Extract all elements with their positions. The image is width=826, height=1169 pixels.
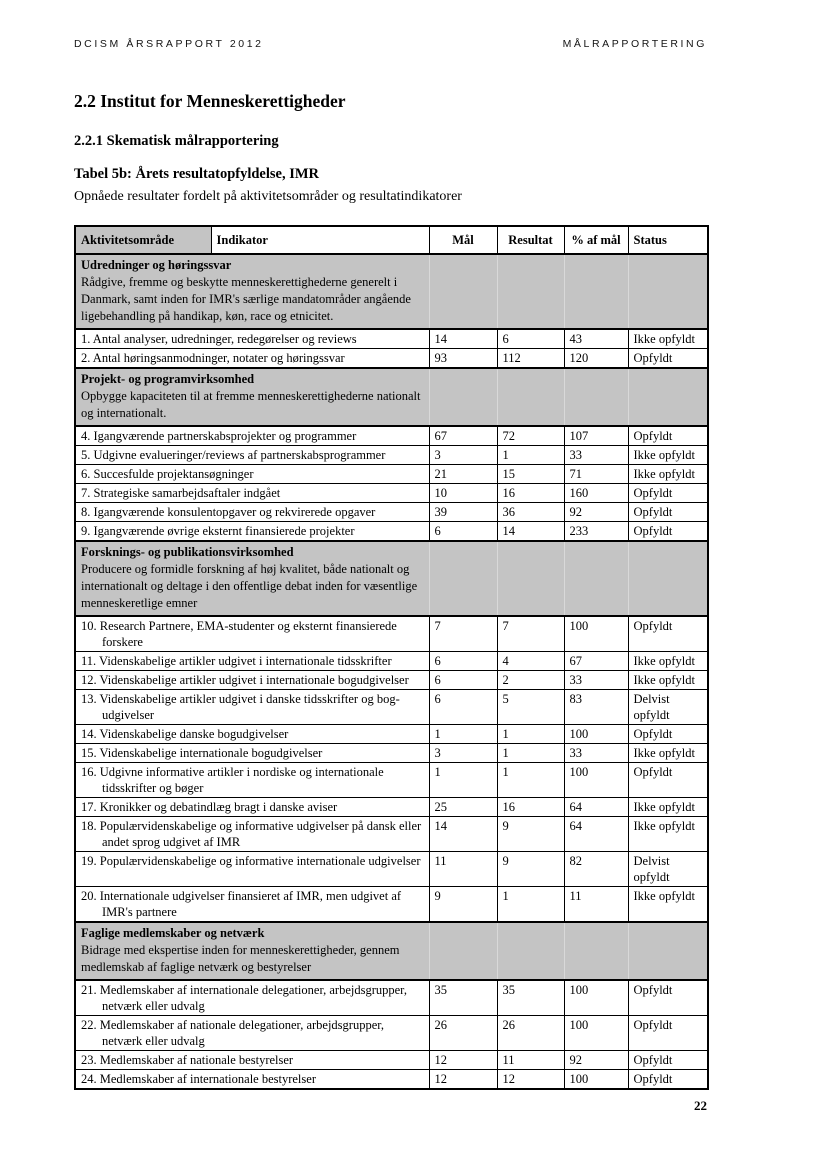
pct-af-maal-cell: 100 [564,1016,628,1051]
resultat-cell: 12 [497,1070,564,1090]
section-band-empty-cell [564,922,628,980]
pct-af-maal-cell: 67 [564,652,628,671]
resultat-cell: 5 [497,690,564,725]
indicator-cell [75,329,429,349]
section-band-empty-cell [429,922,497,980]
indicator-cell [75,1051,429,1070]
pct-af-maal-cell: 33 [564,671,628,690]
indicator-cell [75,1070,429,1090]
status-cell: Ikke opfyldt [628,652,708,671]
table-row [75,887,708,923]
status-cell: Opfyldt [628,725,708,744]
resultat-cell: 1 [497,887,564,923]
maal-cell: 35 [429,980,497,1016]
status-cell: Opfyldt [628,1070,708,1090]
table-subtitle: Opnåede resultater fordelt på aktivitetsområder og resultatindikatorer [74,189,462,204]
pct-af-maal-cell: 120 [564,349,628,369]
indicator-cell [75,503,429,522]
indicator-text: 9. Igangværende øvrige eksternt finansierede projekter [81,524,355,538]
maal-cell: 12 [429,1070,497,1090]
maal-cell: 6 [429,652,497,671]
section-band-row [75,254,708,329]
maal-cell: 39 [429,503,497,522]
indicator-cell [75,852,429,887]
table-row [75,426,708,446]
indicator-cell [75,725,429,744]
status-cell: Opfyldt [628,616,708,652]
pct-af-maal-cell: 82 [564,852,628,887]
section-band-empty-cell [497,922,564,980]
pct-af-maal-cell: 92 [564,1051,628,1070]
results-table-body [75,254,708,1089]
pct-af-maal-cell: 83 [564,690,628,725]
pct-af-maal-cell: 100 [564,763,628,798]
maal-cell: 1 [429,725,497,744]
table-row [75,652,708,671]
section-band-cell [75,541,429,616]
status-cell: Ikke opfyldt [628,744,708,763]
indicator-text: 22. Medlemskaber af nationale delegationer, arbejdsgrupper, netværk eller udvalg [81,1018,385,1048]
maal-cell: 21 [429,465,497,484]
status-cell: Opfyldt [628,1051,708,1070]
table-row [75,798,708,817]
indicator-text: 8. Igangværende konsulentopgaver og rekvirerede opgaver [81,505,376,519]
results-table-header [75,226,708,254]
resultat-cell: 16 [497,798,564,817]
maal-cell: 25 [429,798,497,817]
col-header-indikator: Indikator [211,226,429,254]
indicator-cell [75,690,429,725]
resultat-cell: 7 [497,616,564,652]
section-band-title: Forsknings- og publikationsvirksomhed [81,545,294,559]
status-cell: Opfyldt [628,763,708,798]
section-band-title: Faglige medlemskaber og netværk [81,926,265,940]
status-cell: Ikke opfyldt [628,671,708,690]
indicator-text: 16. Udgivne informative artikler i nordiske og internationale tidsskrifter og bøger [81,765,384,795]
indicator-cell [75,744,429,763]
pct-af-maal-cell: 100 [564,725,628,744]
indicator-text: 5. Udgivne evalueringer/reviews af partnerskabsprogrammer [81,448,386,462]
indicator-text: 19. Populærvidenskabelige og informative internationale udgivelser [81,854,421,868]
resultat-cell: 14 [497,522,564,542]
resultat-cell: 72 [497,426,564,446]
maal-cell: 6 [429,671,497,690]
maal-cell: 3 [429,744,497,763]
status-cell: Opfyldt [628,503,708,522]
indicator-text: 2. Antal høringsanmodninger, notater og høringssvar [81,351,345,365]
status-cell: Ikke opfyldt [628,798,708,817]
chapter-title: 2.2 Institut for Menneskerettigheder [74,91,346,111]
table-row [75,503,708,522]
pct-af-maal-cell: 64 [564,817,628,852]
section-band-empty-cell [628,541,708,616]
section-band-empty-cell [497,541,564,616]
table-row [75,690,708,725]
resultat-cell: 16 [497,484,564,503]
pct-af-maal-cell: 43 [564,329,628,349]
resultat-cell: 2 [497,671,564,690]
status-cell: Delvist opfyldt [628,852,708,887]
status-cell: Delvist opfyldt [628,690,708,725]
table-row [75,744,708,763]
pct-af-maal-cell: 233 [564,522,628,542]
resultat-cell: 1 [497,725,564,744]
indicator-cell [75,980,429,1016]
indicator-text: 4. Igangværende partnerskabsprojekter og programmer [81,429,357,443]
pct-af-maal-cell: 92 [564,503,628,522]
resultat-cell: 9 [497,852,564,887]
col-header-status: Status [628,226,708,254]
section-band-empty-cell [429,541,497,616]
section-band-empty-cell [628,922,708,980]
pct-af-maal-cell: 33 [564,744,628,763]
indicator-text: 24. Medlemskaber af internationale bestyrelser [81,1072,316,1086]
indicator-text: 23. Medlemskaber af nationale bestyrelser [81,1053,294,1067]
resultat-cell: 11 [497,1051,564,1070]
indicator-text: 6. Succesfulde projektansøgninger [81,467,254,481]
resultat-cell: 1 [497,763,564,798]
status-cell: Opfyldt [628,980,708,1016]
maal-cell: 12 [429,1051,497,1070]
status-cell: Ikke opfyldt [628,887,708,923]
indicator-text: 1. Antal analyser, udredninger, redegørelser og reviews [81,332,357,346]
pct-af-maal-cell: 64 [564,798,628,817]
section-band-title: Udredninger og høringssvar [81,258,232,272]
maal-cell: 6 [429,522,497,542]
pct-af-maal-cell: 100 [564,980,628,1016]
maal-cell: 14 [429,817,497,852]
pct-af-maal-cell: 160 [564,484,628,503]
pct-af-maal-cell: 100 [564,1070,628,1090]
status-cell: Opfyldt [628,1016,708,1051]
indicator-cell [75,349,429,369]
pct-af-maal-cell: 11 [564,887,628,923]
indicator-text: 15. Videnskabelige internationale bogudgivelser [81,746,323,760]
table-row [75,671,708,690]
running-header-left: DCISM ÅRSRAPPORT 2012 [74,38,264,50]
section-band-description: Opbygge kapaciteten til at fremme menneskerettighederne nationalt og internationalt. [81,389,421,420]
maal-cell: 9 [429,887,497,923]
section-band-empty-cell [497,254,564,329]
running-header [74,38,707,50]
status-cell: Ikke opfyldt [628,465,708,484]
maal-cell: 26 [429,1016,497,1051]
section-band-description: Bidrage med ekspertise inden for menneskerettigheder, gennem medlemskab af faglige netværk og bestyrelser [81,943,400,974]
indicator-text: 12. Videnskabelige artikler udgivet i internationale bogudgivelser [81,673,409,687]
results-table [74,225,709,1090]
section-band-empty-cell [564,254,628,329]
indicator-cell [75,484,429,503]
table-row [75,1070,708,1090]
status-cell: Ikke opfyldt [628,329,708,349]
resultat-cell: 1 [497,446,564,465]
col-header-maal: Mål [429,226,497,254]
resultat-cell: 9 [497,817,564,852]
header-row [75,226,708,254]
indicator-text: 20. Internationale udgivelser finansieret af IMR, men udgivet af IMR's partnere [81,889,402,919]
section-band-cell [75,922,429,980]
indicator-text: 14. Videnskabelige danske bogudgivelser [81,727,289,741]
indicator-text: 11. Videnskabelige artikler udgivet i internationale tidsskrifter [81,654,392,668]
indicator-cell [75,763,429,798]
maal-cell: 14 [429,329,497,349]
pct-af-maal-cell: 33 [564,446,628,465]
status-cell: Opfyldt [628,484,708,503]
resultat-cell: 4 [497,652,564,671]
resultat-cell: 15 [497,465,564,484]
indicator-cell [75,887,429,923]
maal-cell: 7 [429,616,497,652]
section-band-empty-cell [628,368,708,426]
indicator-cell [75,465,429,484]
status-cell: Opfyldt [628,426,708,446]
table-row [75,763,708,798]
indicator-cell [75,616,429,652]
indicator-text: 17. Kronikker og debatindlæg bragt i danske aviser [81,800,338,814]
table-title: Tabel 5b: Årets resultatopfyldelse, IMR [74,166,320,182]
indicator-cell [75,817,429,852]
indicator-text: 21. Medlemskaber af internationale delegationer, arbejdsgrupper, netværk eller udvalg [81,983,407,1013]
indicator-cell [75,671,429,690]
table-row [75,465,708,484]
indicator-text: 13. Videnskabelige artikler udgivet i danske tidsskrifter og bog-udgivelser [81,692,400,722]
maal-cell: 1 [429,763,497,798]
maal-cell: 93 [429,349,497,369]
section-band-empty-cell [429,254,497,329]
indicator-cell [75,446,429,465]
section-band-cell [75,254,429,329]
indicator-cell [75,652,429,671]
col-header-resultat: Resultat [497,226,564,254]
section-band-empty-cell [564,368,628,426]
maal-cell: 11 [429,852,497,887]
section-band-empty-cell [429,368,497,426]
page-number: 22 [694,1098,707,1113]
resultat-cell: 112 [497,349,564,369]
table-row [75,349,708,369]
section-band-empty-cell [497,368,564,426]
resultat-cell: 26 [497,1016,564,1051]
section-band-row [75,368,708,426]
status-cell: Ikke opfyldt [628,446,708,465]
section-band-description: Rådgive, fremme og beskytte menneskerettighederne generelt i Danmark, samt inden for IMR's særlige mandatområder angående ligebehandling på handikap, køn, race og etnicitet. [81,275,411,323]
running-header-right: MÅLRAPPORTERING [562,38,707,50]
section-band-row [75,541,708,616]
status-cell: Opfyldt [628,522,708,542]
section-band-description: Producere og formidle forskning af høj kvalitet, både nationalt og internationalt og deltage i den offentlige debat inden for væsentlige menneskeretlige emner [81,562,418,610]
resultat-cell: 36 [497,503,564,522]
indicator-text: 7. Strategiske samarbejdsaftaler indgået [81,486,281,500]
section-band-cell [75,368,429,426]
table-row [75,522,708,542]
section-band-empty-cell [628,254,708,329]
col-header-pct-af-maal: % af mål [564,226,628,254]
indicator-cell [75,1016,429,1051]
indicator-cell [75,426,429,446]
resultat-cell: 6 [497,329,564,349]
maal-cell: 67 [429,426,497,446]
table-row [75,446,708,465]
resultat-cell: 35 [497,980,564,1016]
section-band-title: Projekt- og programvirksomhed [81,372,255,386]
table-row [75,329,708,349]
resultat-cell: 1 [497,744,564,763]
indicator-cell [75,522,429,542]
table-row [75,484,708,503]
indicator-text: 18. Populærvidenskabelige og informative udgivelser på dansk eller andet sprog udgivet af IMR [81,819,422,849]
pct-af-maal-cell: 100 [564,616,628,652]
table-row [75,980,708,1016]
maal-cell: 3 [429,446,497,465]
status-cell: Ikke opfyldt [628,817,708,852]
col-header-aktivitetsomraade: Aktivitetsområde [75,226,211,254]
maal-cell: 6 [429,690,497,725]
table-row [75,616,708,652]
table-row [75,817,708,852]
table-row [75,1051,708,1070]
subsection-title: 2.2.1 Skematisk målrapportering [74,133,279,149]
indicator-cell [75,798,429,817]
pct-af-maal-cell: 71 [564,465,628,484]
table-row [75,725,708,744]
section-band-row [75,922,708,980]
section-band-empty-cell [564,541,628,616]
maal-cell: 10 [429,484,497,503]
status-cell: Opfyldt [628,349,708,369]
indicator-text: 10. Research Partnere, EMA-studenter og eksternt finansierede forskere [81,619,397,649]
table-row [75,852,708,887]
table-row [75,1016,708,1051]
pct-af-maal-cell: 107 [564,426,628,446]
